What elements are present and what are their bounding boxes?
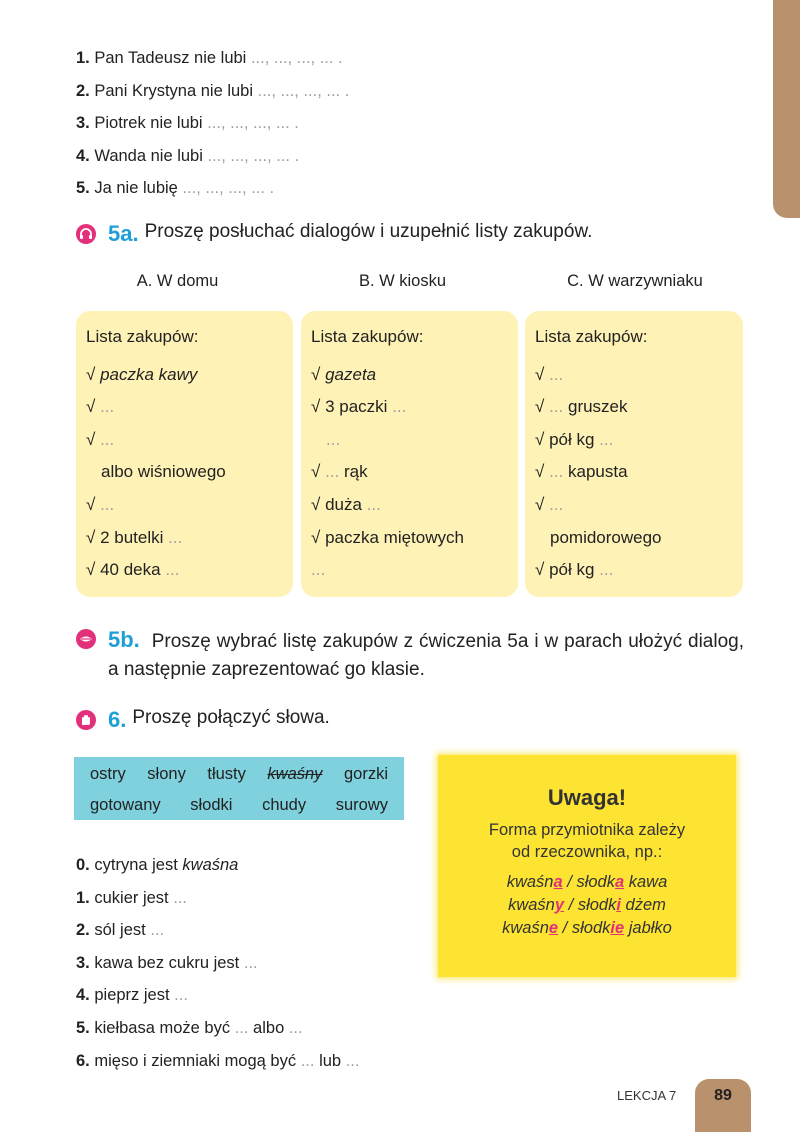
exercise-6-heading: 6. Proszę połączyć słowa. xyxy=(76,707,330,733)
list-item: ... xyxy=(326,429,341,449)
list-item: √ ... rąk xyxy=(311,462,368,482)
list-item: √ ... xyxy=(86,397,115,417)
list-item: √ paczka kawy xyxy=(86,364,198,384)
headphones-icon xyxy=(76,224,96,244)
list-item: 1. cukier jest ... xyxy=(76,888,187,907)
list-item: √ ... gruszek xyxy=(535,397,628,417)
card-title: Lista zakupów: xyxy=(86,327,199,346)
column-heading-a: A. W domu xyxy=(136,272,219,290)
column-heading-b: B. W kiosku xyxy=(358,272,447,290)
list-item: √ 2 butelki ... xyxy=(86,527,183,547)
list-item: √ 40 deka ... xyxy=(86,560,180,580)
list-item: ... xyxy=(311,560,326,580)
list-item: 2. Pani Krystyna nie lubi ..., ..., ..., ... . xyxy=(76,81,350,100)
column-headings xyxy=(76,272,744,291)
word-bank-row: ostry słony tłusty kwaśny gorzki xyxy=(90,765,388,783)
exercise-5a-heading: 5a. Proszę posłuchać dialogów i uzupełnić listy zakupów. xyxy=(76,221,592,247)
list-item: 1. Pan Tadeusz nie lubi ..., ..., ..., ... . xyxy=(76,49,343,67)
list-item: √ ... xyxy=(86,494,115,514)
page-number: 89 xyxy=(695,1079,751,1132)
note-title: Uwaga! xyxy=(547,785,627,810)
list-item: 2. sól jest ... xyxy=(76,921,165,940)
chapter-side-tab xyxy=(773,0,800,218)
list-item: 0. cytryna jest kwaśna xyxy=(76,856,239,874)
speech-lips-icon xyxy=(76,629,96,649)
list-item: √ ... kapusta xyxy=(535,462,628,482)
list-item: 6. mięso i ziemniaki mogą być ... lub ... xyxy=(76,1051,360,1070)
list-item: 4. pieprz jest ... xyxy=(76,986,188,1005)
shopping-list-card-b xyxy=(301,311,518,597)
column-heading-c: C. W warzywniaku xyxy=(567,272,703,290)
note-examples xyxy=(438,871,736,940)
list-item: 5. kiełbasa może być ... albo ... xyxy=(76,1018,303,1037)
note-text: Forma przymiotnika zależy od rzeczownika, np.: xyxy=(488,821,686,861)
list-item: √ ... xyxy=(535,364,564,384)
word-bank-row: gotowany słodki chudy surowy xyxy=(90,796,388,814)
card-title: Lista zakupów: xyxy=(311,327,424,346)
note-example: kwaśne / słodkie jabłko xyxy=(502,919,672,937)
note-example: kwaśna / słodka kawa xyxy=(506,873,668,891)
note-example: kwaśny / słodki dżem xyxy=(508,896,666,914)
bottom-sentence-list xyxy=(76,851,359,1079)
list-item: √ paczka miętowych xyxy=(311,527,464,547)
list-item: √ ... xyxy=(535,494,564,514)
list-item: √ pół kg ... xyxy=(535,560,614,580)
list-item: √ 3 paczki ... xyxy=(311,397,407,417)
list-item: √ pół kg ... xyxy=(535,429,614,449)
top-sentence-list xyxy=(76,44,349,207)
lesson-label: LEKCJA 7 xyxy=(617,1088,677,1103)
hand-icon xyxy=(76,710,96,730)
exercise-5b-heading: 5b. Proszę wybrać listę zakupów z ćwiczenia 5a i w parach ułożyć dialog, a następnie zaprezentować go klasie. xyxy=(76,626,744,684)
list-item: 5. Ja nie lubię ..., ..., ..., ... . xyxy=(76,179,275,198)
list-item: 3. Piotrek nie lubi ..., ..., ..., ... . xyxy=(76,114,299,133)
list-item: pomidorowego xyxy=(550,527,662,547)
list-item: √ gazeta xyxy=(311,364,377,384)
shopping-list-card-a xyxy=(76,311,293,597)
list-item: 3. kawa bez cukru jest ... xyxy=(76,953,258,972)
list-item: √ duża ... xyxy=(311,494,381,514)
list-item: 4. Wanda nie lubi ..., ..., ..., ... . xyxy=(76,146,300,165)
list-item: √ ... xyxy=(86,429,115,449)
card-title: Lista zakupów: xyxy=(535,327,648,346)
list-item: albo wiśniowego xyxy=(101,462,226,482)
word-bank xyxy=(74,757,404,820)
grammar-note-box xyxy=(438,755,736,977)
shopping-list-card-c xyxy=(525,311,743,597)
